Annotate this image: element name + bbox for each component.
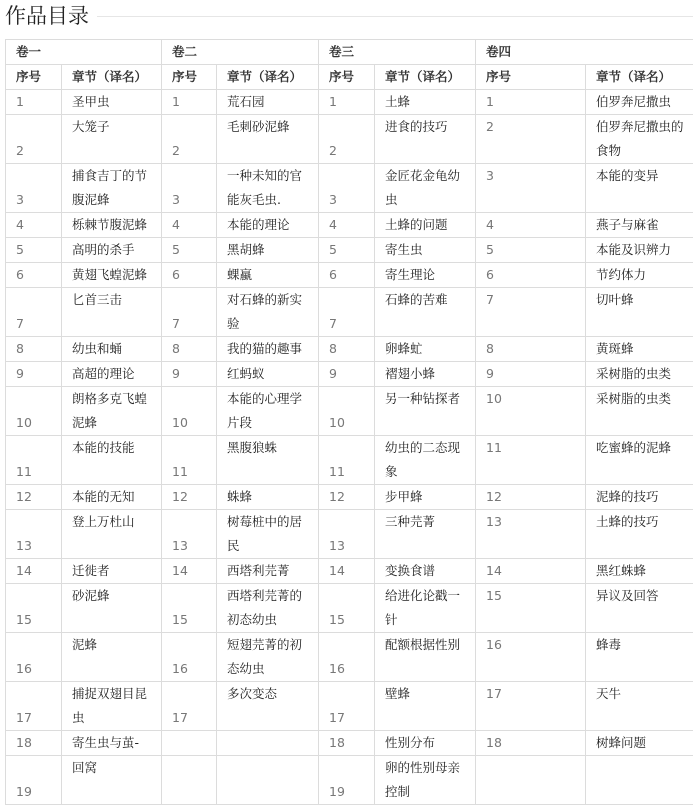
chapter-number: 7 — [319, 288, 375, 337]
chapter-number: 11 — [162, 436, 217, 485]
chapter-number: 2 — [476, 115, 586, 164]
chapter-number: 7 — [476, 288, 586, 337]
chapter-number: 14 — [6, 559, 62, 584]
chapter-number: 12 — [476, 485, 586, 510]
chapter-number: 10 — [319, 387, 375, 436]
table-row — [6, 387, 693, 436]
table-row — [6, 756, 693, 805]
chapter-number: 13 — [319, 510, 375, 559]
chapter-title: 异议及回答 — [586, 584, 693, 633]
chapter-number: 15 — [6, 584, 62, 633]
chapter-title: 栎棘节腹泥蜂 — [62, 213, 162, 238]
chapter-title: 给进化论戳一针 — [375, 584, 476, 633]
chapter-number: 9 — [162, 362, 217, 387]
chapter-number: 7 — [6, 288, 62, 337]
catalog-table — [5, 39, 693, 805]
chapter-number: 8 — [162, 337, 217, 362]
table-row — [6, 731, 693, 756]
table-body — [6, 90, 693, 805]
chapter-title: 圣甲虫 — [62, 90, 162, 115]
page-title: 作品目录 — [5, 2, 97, 30]
chapter-number: 14 — [319, 559, 375, 584]
chapter-title: 本能的无知 — [62, 485, 162, 510]
chapter-title: 另一种钻探者 — [375, 387, 476, 436]
chapter-title: 性别分布 — [375, 731, 476, 756]
chapter-number: 15 — [476, 584, 586, 633]
chapter-title: 伯罗奔尼撒虫的食物 — [586, 115, 693, 164]
table-row — [6, 115, 693, 164]
chapter-number: 4 — [6, 213, 62, 238]
table-row — [6, 559, 693, 584]
chapter-title: 幼虫和蛹 — [62, 337, 162, 362]
chapter-number: 3 — [6, 164, 62, 213]
chapter-title: 吃蜜蜂的泥蜂 — [586, 436, 693, 485]
chapter-number: 8 — [319, 337, 375, 362]
chapter-number: 18 — [319, 731, 375, 756]
chapter-number: 9 — [6, 362, 62, 387]
chapter-number: 7 — [162, 288, 217, 337]
chapter-title: 黑红蛛蜂 — [586, 559, 693, 584]
chapter-title: 燕子与麻雀 — [586, 213, 693, 238]
chapter-number: 10 — [162, 387, 217, 436]
chapter-title: 幼虫的二态现象 — [375, 436, 476, 485]
chapter-title: 卵蜂虻 — [375, 337, 476, 362]
volume-header: 卷四 — [476, 40, 693, 65]
chapter-number: 18 — [476, 731, 586, 756]
chapter-title: 蜾蠃 — [217, 263, 319, 288]
chapter-title: 步甲蜂 — [375, 485, 476, 510]
chapter-title: 黄斑蜂 — [586, 337, 693, 362]
table-row — [6, 213, 693, 238]
chapter-number: 9 — [476, 362, 586, 387]
table-row — [6, 263, 693, 288]
chapter-title: 登上万杜山 — [62, 510, 162, 559]
volume-header: 卷二 — [162, 40, 319, 65]
chapter-title: 壁蜂 — [375, 682, 476, 731]
chapter-number: 1 — [476, 90, 586, 115]
chapter-number: 14 — [162, 559, 217, 584]
chapter-title: 金匠花金龟幼虫 — [375, 164, 476, 213]
chapter-number — [162, 731, 217, 756]
chapter-title: 捕捉双翅目昆虫 — [62, 682, 162, 731]
table-row — [6, 238, 693, 263]
chapter-title: 寄生虫 — [375, 238, 476, 263]
chapter-number: 15 — [319, 584, 375, 633]
chapter-number: 19 — [6, 756, 62, 805]
chapter-number: 5 — [6, 238, 62, 263]
chapter-title: 毛刺砂泥蜂 — [217, 115, 319, 164]
chapter-number: 11 — [319, 436, 375, 485]
chapter-title — [586, 756, 693, 805]
chapter-number: 18 — [6, 731, 62, 756]
chapter-number: 3 — [162, 164, 217, 213]
chapter-number: 16 — [319, 633, 375, 682]
chapter-number: 1 — [319, 90, 375, 115]
chapter-title: 匕首三击 — [62, 288, 162, 337]
chapter-number: 1 — [6, 90, 62, 115]
chapter-title: 黑腹狼蛛 — [217, 436, 319, 485]
table-row — [6, 633, 693, 682]
chapter-number: 3 — [476, 164, 586, 213]
chapter-title: 节约体力 — [586, 263, 693, 288]
chapter-title: 配额根据性别 — [375, 633, 476, 682]
chapter-title: 采树脂的虫类 — [586, 387, 693, 436]
chapter-number: 13 — [6, 510, 62, 559]
chapter-title: 三种芫菁 — [375, 510, 476, 559]
chapter-title: 一种未知的官能灰毛虫. — [217, 164, 319, 213]
chapter-title: 天牛 — [586, 682, 693, 731]
volume-header: 卷三 — [319, 40, 476, 65]
chapter-number: 14 — [476, 559, 586, 584]
column-header-chapter: 章节（译名） — [586, 65, 693, 90]
chapter-title: 泥蜂的技巧 — [586, 485, 693, 510]
chapter-number: 16 — [162, 633, 217, 682]
chapter-title: 土蜂的技巧 — [586, 510, 693, 559]
chapter-title: 本能的技能 — [62, 436, 162, 485]
chapter-number: 3 — [319, 164, 375, 213]
chapter-title: 高超的理论 — [62, 362, 162, 387]
chapter-title: 褶翅小蜂 — [375, 362, 476, 387]
chapter-title: 朗格多克飞蝗泥蜂 — [62, 387, 162, 436]
chapter-title: 本能的心理学片段 — [217, 387, 319, 436]
chapter-title: 切叶蜂 — [586, 288, 693, 337]
chapter-title: 树莓桩中的居民 — [217, 510, 319, 559]
column-header-chapter: 章节（译名） — [375, 65, 476, 90]
chapter-number: 9 — [319, 362, 375, 387]
column-header-number: 序号 — [319, 65, 375, 90]
chapter-number: 4 — [319, 213, 375, 238]
chapter-title: 变换食谱 — [375, 559, 476, 584]
chapter-title: 蜂毒 — [586, 633, 693, 682]
chapter-number: 5 — [162, 238, 217, 263]
chapter-number: 8 — [6, 337, 62, 362]
chapter-number: 13 — [476, 510, 586, 559]
chapter-title: 西塔利芫菁 — [217, 559, 319, 584]
chapter-number: 15 — [162, 584, 217, 633]
chapter-title: 红蚂蚁 — [217, 362, 319, 387]
chapter-title: 荒石园 — [217, 90, 319, 115]
chapter-number: 11 — [476, 436, 586, 485]
chapter-title — [217, 731, 319, 756]
column-header-row — [6, 65, 693, 90]
chapter-number: 5 — [319, 238, 375, 263]
chapter-number: 6 — [319, 263, 375, 288]
table-row — [6, 288, 693, 337]
title-divider — [5, 16, 693, 17]
chapter-title: 采树脂的虫类 — [586, 362, 693, 387]
chapter-title: 砂泥蜂 — [62, 584, 162, 633]
table-row — [6, 90, 693, 115]
chapter-number: 6 — [476, 263, 586, 288]
chapter-title: 本能的变异 — [586, 164, 693, 213]
volume-header: 卷一 — [6, 40, 162, 65]
chapter-number: 17 — [476, 682, 586, 731]
chapter-number: 12 — [162, 485, 217, 510]
chapter-title: 我的猫的趣事 — [217, 337, 319, 362]
table-row — [6, 584, 693, 633]
chapter-number: 2 — [319, 115, 375, 164]
chapter-title: 多次变态 — [217, 682, 319, 731]
chapter-number — [162, 756, 217, 805]
chapter-title: 本能及识辨力 — [586, 238, 693, 263]
column-header-chapter: 章节（译名） — [217, 65, 319, 90]
chapter-title: 进食的技巧 — [375, 115, 476, 164]
chapter-title: 土蜂的问题 — [375, 213, 476, 238]
chapter-number: 17 — [319, 682, 375, 731]
title-bar — [5, 2, 693, 32]
chapter-title: 卵的性别母亲控制 — [375, 756, 476, 805]
column-header-number: 序号 — [162, 65, 217, 90]
chapter-title: 迁徙者 — [62, 559, 162, 584]
chapter-title: 高明的杀手 — [62, 238, 162, 263]
table-row — [6, 164, 693, 213]
column-header-number: 序号 — [476, 65, 586, 90]
chapter-number: 12 — [6, 485, 62, 510]
chapter-number: 16 — [6, 633, 62, 682]
volume-header-row — [6, 40, 693, 65]
chapter-title: 土蜂 — [375, 90, 476, 115]
chapter-number: 17 — [162, 682, 217, 731]
chapter-title: 回窝 — [62, 756, 162, 805]
chapter-title: 本能的理论 — [217, 213, 319, 238]
chapter-title: 西塔利芫菁的初态幼虫 — [217, 584, 319, 633]
chapter-title: 石蜂的苦难 — [375, 288, 476, 337]
chapter-title: 大笼子 — [62, 115, 162, 164]
chapter-number: 5 — [476, 238, 586, 263]
chapter-number: 10 — [476, 387, 586, 436]
chapter-title: 黑胡蜂 — [217, 238, 319, 263]
table-row — [6, 485, 693, 510]
chapter-number: 8 — [476, 337, 586, 362]
column-header-chapter: 章节（译名） — [62, 65, 162, 90]
chapter-number: 10 — [6, 387, 62, 436]
chapter-number: 12 — [319, 485, 375, 510]
chapter-title: 寄生理论 — [375, 263, 476, 288]
chapter-number: 6 — [162, 263, 217, 288]
chapter-number: 13 — [162, 510, 217, 559]
chapter-title — [217, 756, 319, 805]
chapter-number: 11 — [6, 436, 62, 485]
chapter-number: 4 — [162, 213, 217, 238]
table-row — [6, 682, 693, 731]
chapter-number: 6 — [6, 263, 62, 288]
chapter-number: 2 — [6, 115, 62, 164]
chapter-number: 4 — [476, 213, 586, 238]
chapter-number: 2 — [162, 115, 217, 164]
table-row — [6, 362, 693, 387]
table-row — [6, 510, 693, 559]
table-row — [6, 337, 693, 362]
chapter-number: 1 — [162, 90, 217, 115]
chapter-title: 黄翅飞蝗泥蜂 — [62, 263, 162, 288]
chapter-title: 伯罗奔尼撒虫 — [586, 90, 693, 115]
chapter-title: 树蜂问题 — [586, 731, 693, 756]
chapter-number: 16 — [476, 633, 586, 682]
chapter-title: 泥蜂 — [62, 633, 162, 682]
chapter-title: 对石蜂的新实验 — [217, 288, 319, 337]
chapter-title: 寄生虫与茧- — [62, 731, 162, 756]
chapter-title: 捕食吉丁的节腹泥蜂 — [62, 164, 162, 213]
chapter-number: 19 — [319, 756, 375, 805]
table-row — [6, 436, 693, 485]
column-header-number: 序号 — [6, 65, 62, 90]
chapter-number — [476, 756, 586, 805]
chapter-title: 蛛蜂 — [217, 485, 319, 510]
chapter-number: 17 — [6, 682, 62, 731]
chapter-title: 短翅芫菁的初态幼虫 — [217, 633, 319, 682]
